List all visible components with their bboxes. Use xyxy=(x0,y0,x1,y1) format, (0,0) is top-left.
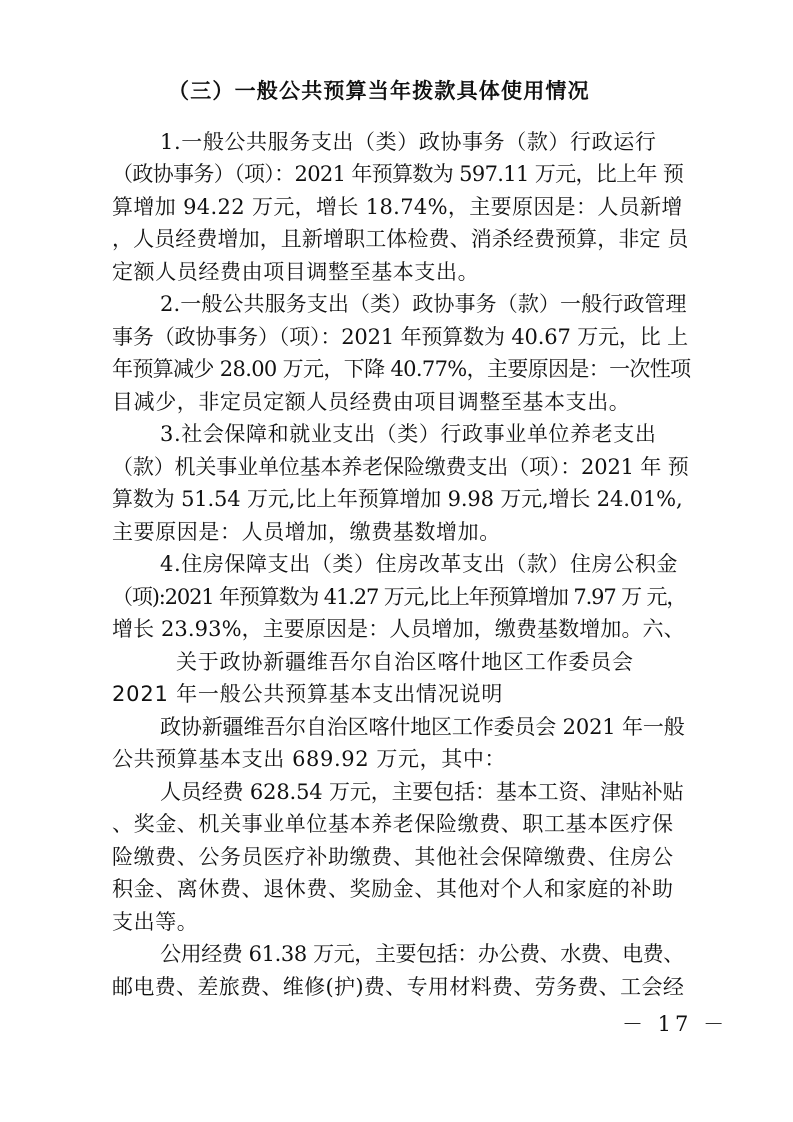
section-title: （三）一般公共预算当年拨款具体使用情况 xyxy=(168,79,590,103)
public-line-2: 邮电费、差旅费、维修(护)费、专用材料费、劳务费、工会经 xyxy=(112,975,685,999)
section-6-title-line-1: 关于政协新疆维吾尔自治区喀什地区工作委员会 xyxy=(176,650,634,674)
item-4-line-3: 增长 23.93%，主要原因是：人员增加，缴费基数增加。六、 xyxy=(112,617,685,641)
item-3-line-2: （款）机关事业单位基本养老保险缴费支出（项）：2021 年 预 xyxy=(112,455,689,479)
page-number: － 17 － xyxy=(622,1012,729,1036)
item-1-line-3: 算增加 94.22 万元，增长 18.74%，主要原因是：人员新增 xyxy=(112,195,683,219)
personnel-line-3: 险缴费、公务员医疗补助缴费、其他社会保障缴费、住房公 xyxy=(112,845,674,869)
item-3-line-1: 3.社会保障和就业支出（类）行政事业单位养老支出 xyxy=(160,422,657,446)
item-3-line-3: 算数为 51.54 万元,比上年预算增加 9.98 万元,增长 24.01%, xyxy=(112,487,683,511)
section-6-title-line-2: 2021 年一般公共预算基本支出情况说明 xyxy=(112,682,504,706)
item-1-line-2: （政协事务）（项）：2021 年预算数为 597.11 万元，比上年 预 xyxy=(112,162,684,186)
personnel-line-4: 积金、离休费、退休费、奖励金、其他对个人和家庭的补助 xyxy=(112,877,674,901)
item-1-line-4: ，人员经费增加，且新增职工体检费、消杀经费预算，非定 员 xyxy=(112,227,689,251)
section-6-intro-line-2: 公共预算基本支出 689.92 万元，其中： xyxy=(112,747,507,771)
public-line-1: 公用经费 61.38 万元，主要包括：办公费、水费、电费、 xyxy=(160,942,684,966)
item-2-line-1: 2.一般公共服务支出（类）政协事务（款）一般行政管理 xyxy=(160,292,687,316)
item-3-line-4: 主要原因是：人员增加，缴费基数增加。 xyxy=(112,520,501,544)
item-2-line-2: 事务（政协事务）（项）：2021 年预算数为 40.67 万元，比 上 xyxy=(112,325,689,349)
item-2-line-4: 目减少，非定员定额人员经费由项目调整至基本支出。 xyxy=(112,390,631,414)
section-6-intro-line-1: 政协新疆维吾尔自治区喀什地区工作委员会 2021 年一般 xyxy=(160,715,685,739)
personnel-line-2: 、奖金、机关事业单位基本养老保险缴费、职工基本医疗保 xyxy=(112,812,674,836)
personnel-line-5: 支出等。 xyxy=(112,910,199,934)
item-4-line-2: （项):2021 年预算数为 41.27 万元,比上年预算增加 7.97 万 元， xyxy=(112,585,687,609)
personnel-line-1: 人员经费 628.54 万元，主要包括：基本工资、津贴补贴 xyxy=(160,780,684,804)
item-1-line-1: 1.一般公共服务支出（类）政协事务（款）行政运行 xyxy=(160,130,657,154)
item-1-line-5: 定额人员经费由项目调整至基本支出。 xyxy=(112,260,480,284)
item-2-line-3: 年预算减少 28.00 万元，下降 40.77%，主要原因是：一次性项 xyxy=(112,357,691,381)
item-4-line-1: 4.住房保障支出（类）住房改革支出（款）住房公积金 xyxy=(160,552,679,576)
